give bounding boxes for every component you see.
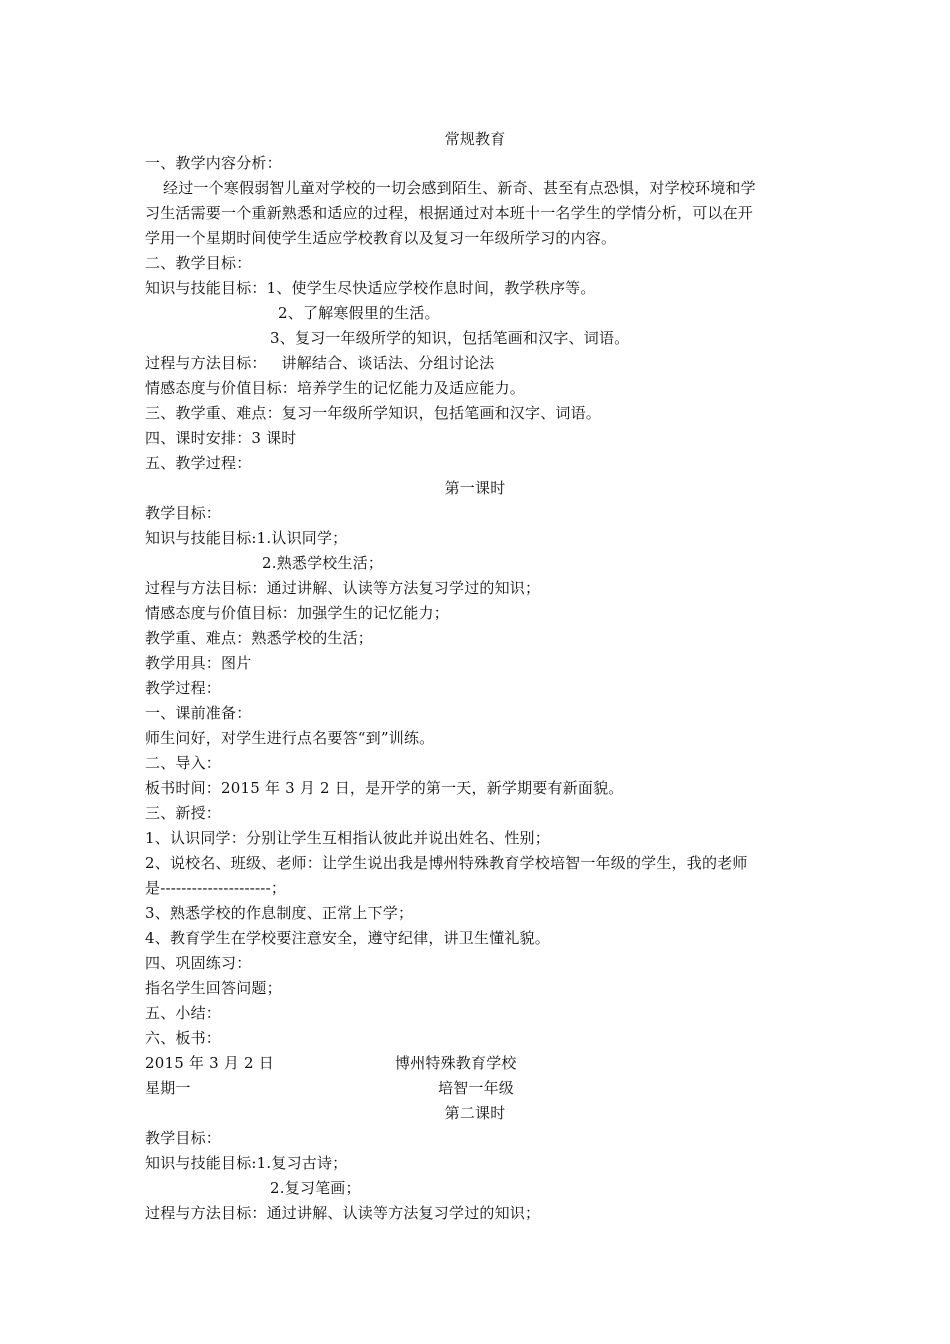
section5-heading: 五、教学过程： — [145, 454, 252, 472]
lesson1-step2-heading: 二、导入： — [145, 754, 222, 772]
section3-key-points: 三、教学重、难点：复习一年级所学知识，包括笔画和汉字、词语。 — [145, 404, 602, 422]
lesson1-step1-heading: 一、课前准备： — [145, 704, 252, 722]
goal-knowledge-2: 2、了解寒假里的生活。 — [278, 304, 440, 322]
lesson1-step2-text: 板书时间：2015 年 3 月 2 日，是开学的第一天，新学期要有新面貌。 — [145, 779, 624, 797]
lesson1-step3-heading: 三、新授： — [145, 804, 222, 822]
lesson1-title: 第一课时 — [444, 479, 506, 497]
goal-knowledge-1: 知识与技能目标：1、使学生尽快适应学校作息时间，教学秩序等。 — [145, 279, 596, 297]
paragraph-line: 经过一个寒假弱智儿童对学校的一切会感到陌生、新奇、甚至有点恐惧，对学校环境和学 — [163, 179, 756, 197]
lesson1-step3-item2: 2、说校名、班级、老师：让学生说出我是博州特殊教育学校培智一年级的学生，我的老师 — [145, 854, 748, 872]
lesson2-knowledge-2: 2.复习笔画； — [270, 1179, 361, 1197]
goal-process: 过程与方法目标： 讲解结合、谈话法、分组讨论法 — [145, 354, 495, 372]
lesson1-step3-item1: 1、认识同学：分别让学生互相指认彼此并说出姓名、性别； — [145, 829, 550, 847]
lesson1-step4-heading: 四、巩固练习： — [145, 954, 252, 972]
section2-heading: 二、教学目标： — [145, 254, 252, 272]
lesson1-key-points: 教学重、难点：熟悉学校的生活； — [145, 629, 374, 647]
lesson1-step3-item4: 4、教育学生在学校要注意安全，遵守纪律，讲卫生懂礼貌。 — [145, 929, 550, 947]
goal-attitude: 情感态度与价值目标：培养学生的记忆能力及适应能力。 — [145, 379, 526, 397]
lesson1-attitude: 情感态度与价值目标：加强学生的记忆能力； — [145, 604, 450, 622]
lesson1-step6-heading: 六、板书： — [145, 1029, 222, 1047]
goal-knowledge-3: 3、复习一年级所学的知识，包括笔画和汉字、词语。 — [270, 329, 630, 347]
lesson1-step3-item2-cont: 是---------------------； — [145, 879, 287, 897]
lesson2-goals-heading: 教学目标： — [145, 1129, 222, 1147]
board-weekday: 星期一 — [145, 1079, 191, 1097]
lesson2-knowledge-1: 知识与技能目标:1.复习古诗； — [145, 1154, 348, 1172]
lesson1-step3-item3: 3、熟悉学校的作息制度、正常上下学； — [145, 904, 414, 922]
lesson1-tools: 教学用具：图片 — [145, 654, 252, 672]
lesson1-knowledge-1: 知识与技能目标:1.认识同学； — [145, 529, 348, 547]
paragraph-line: 习生活需要一个重新熟悉和适应的过程，根据通过对本班十一名学生的学情分析，可以在开 — [145, 204, 754, 222]
lesson2-title: 第二课时 — [444, 1104, 506, 1122]
lesson2-process: 过程与方法目标：通过讲解、认读等方法复习学过的知识； — [145, 1204, 541, 1222]
lesson1-goals-heading: 教学目标： — [145, 504, 222, 522]
lesson1-knowledge-2: 2.熟悉学校生活； — [262, 554, 384, 572]
board-date: 2015 年 3 月 2 日 — [145, 1054, 274, 1072]
paragraph-line: 学用一个星期时间使学生适应学校教育以及复习一年级所学习的内容。 — [145, 229, 617, 247]
lesson1-step5-heading: 五、小结： — [145, 1004, 222, 1022]
document-title: 常规教育 — [444, 130, 506, 148]
board-school: 博州特殊教育学校 — [395, 1054, 517, 1072]
lesson1-step1-text: 师生问好，对学生进行点名要答“到”训练。 — [145, 729, 435, 747]
lesson1-procedure-heading: 教学过程： — [145, 679, 222, 697]
section1-heading: 一、教学内容分析： — [145, 154, 282, 172]
section4-schedule: 四、课时安排：3 课时 — [145, 429, 297, 447]
lesson1-process: 过程与方法目标：通过讲解、认读等方法复习学过的知识； — [145, 579, 541, 597]
board-class: 培智一年级 — [438, 1079, 515, 1097]
lesson1-step4-text: 指名学生回答问题； — [145, 979, 282, 997]
